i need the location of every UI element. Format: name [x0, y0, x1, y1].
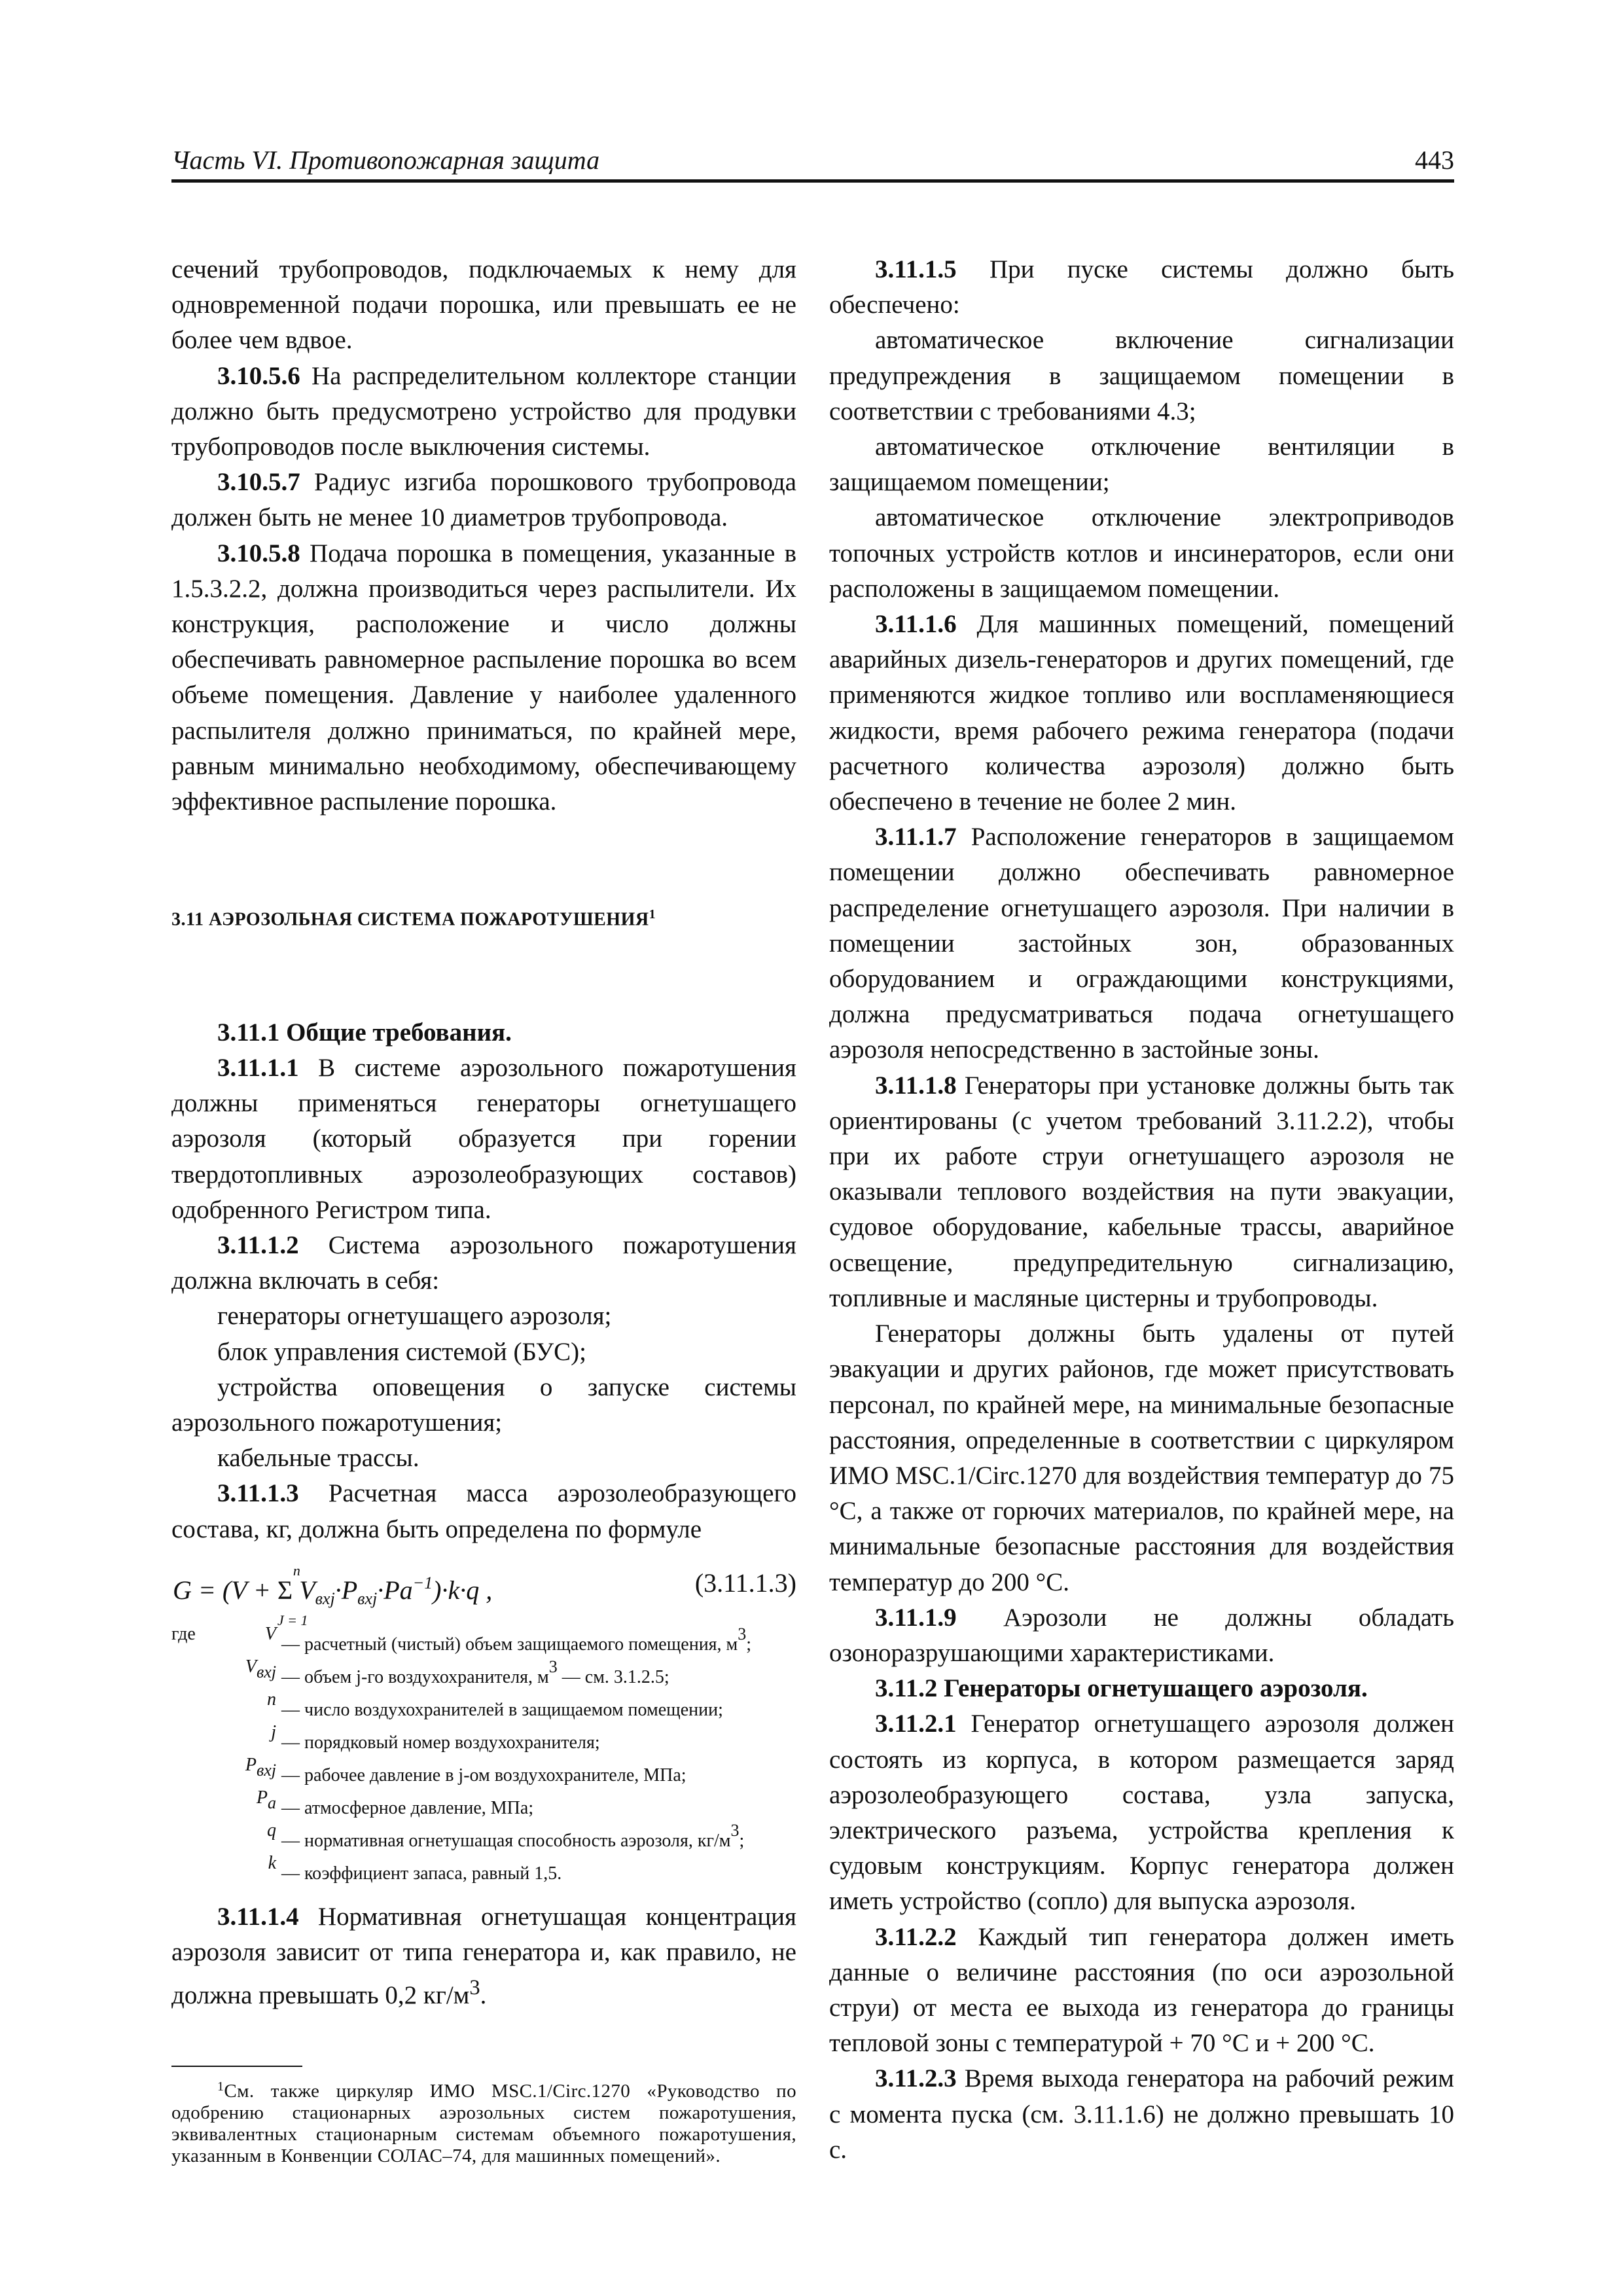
clause-number: 3.11.1.4	[217, 1902, 299, 1931]
definition: — число воздухохранителей в защищаемом помещении;	[281, 1699, 723, 1720]
clause-number: 3.10.5.8	[217, 539, 300, 567]
list-item: автоматическое отключение вентиляции в защищаемом помещении;	[829, 433, 1454, 497]
list-item: автоматическое отключение электроприводов топочных устройств котлов и инсинераторов, если они расположены в защищаемом помещении.	[829, 503, 1454, 603]
legend-lead	[171, 1689, 207, 1721]
legend-row	[171, 1820, 796, 1852]
clause-3-11-1-9	[829, 1600, 1454, 1671]
legend-text	[281, 1689, 723, 1721]
footnote	[171, 2076, 796, 2167]
clause-number: 3.11.1.8	[875, 1071, 957, 1100]
formula-legend	[171, 1623, 796, 1885]
clause-3-11-1-4: 3.11.1.4 Нормативная огнетушащая концентрация аэрозоля зависит от типа генератора и, как правило, не должна превышать 0,2 $кг/м^3$.	[171, 1902, 796, 2010]
clause-text: Расчетная масса аэрозолеобразующего состава, кг, должна быть определена по формуле	[171, 1479, 796, 1543]
legend-symbol	[207, 1689, 281, 1721]
legend-text	[281, 1852, 562, 1885]
clause-text: Генераторы при установке должны быть так ориентированы (с учетом требований 3.11.2.2), чтобы при их работе струи огнетушащего аэрозоля не оказывали теплового воздействия на пути эвакуации, судовое оборудование, кабельные трассы, аварийное освещение, предупредительную сигнализацию, топливные и масляные цистерны и трубопроводы.	[829, 1071, 1454, 1312]
section-heading	[171, 897, 796, 938]
clause-text: Система аэрозольного пожаротушения должна включать в себя:	[171, 1231, 796, 1295]
symbol: V	[245, 1656, 257, 1677]
footnote-ref: 1	[649, 907, 656, 922]
definition: — коэффициент запаса, равный 1,5.	[281, 1863, 562, 1884]
definition: — рабочее давление в j-ом воздухохранителе, МПа;	[281, 1765, 687, 1785]
equation-number: (3.11.1.3)	[694, 1568, 796, 1598]
symbol-subscript: вxj	[256, 1760, 276, 1780]
symbol: n	[267, 1689, 276, 1710]
legend-text	[281, 1656, 669, 1689]
clause-number: 3.11.2.3	[875, 2064, 957, 2093]
subsection-heading: 3.11.1 Общие требования.	[217, 1018, 512, 1047]
definition-tail: — см. 3.1.2.5;	[557, 1666, 669, 1687]
formula-expression: G = (V + Σ n J = 1 $V_{вxj}\cdot P_{вxj}\cdot Pa^{-1})\cdot k\cdot q$ ,	[173, 1562, 493, 1628]
clause-number: 3.11.1.6	[875, 610, 957, 639]
legend-lead: где	[171, 1623, 196, 1644]
clause-number: 3.11.1.2	[217, 1231, 299, 1259]
list-item: кабельные трассы.	[217, 1444, 419, 1473]
legend-text	[281, 1623, 751, 1656]
legend-symbol	[207, 1787, 281, 1820]
clause-text: При пуске системы должно быть обеспечено:	[829, 255, 1454, 319]
list-item: генераторы огнетушащего аэрозоля;	[217, 1302, 612, 1331]
clause-3-11-1-5	[829, 252, 1454, 323]
clause-3-11-1-3	[171, 1476, 796, 1547]
clause-3-11-2-2	[829, 1920, 1454, 2062]
list-item: автоматическое включение сигнализации предупреждения в защищаемом помещении в соответствии с требованиями 4.3;	[829, 326, 1454, 425]
clause-text: На распределительном коллекторе станции должно быть предусмотрено устройство для продувки трубопроводов после выключения системы.	[171, 361, 796, 461]
subsection-heading: 3.11.2 Генераторы огнетушащего аэрозоля.	[875, 1674, 1368, 1703]
definition-tail: ;	[739, 1830, 745, 1851]
legend-lead	[171, 1820, 207, 1852]
legend-text	[281, 1721, 600, 1754]
legend-row	[171, 1852, 796, 1885]
left-column	[171, 252, 796, 2167]
clause-3-11-1-7	[829, 819, 1454, 1067]
clause-number: 3.11.1.5	[875, 255, 957, 283]
clause-text: Расположение генераторов в защищаемом помещении должно обеспечивать равномерное распределение огнетушащего аэрозоля. При наличии в помещении застойных зон, образованных оборудованием и ограждающими конструкциями, должна предусматриваться подача огнетушащего аэрозоля непосредственно в застойные зоны.	[829, 823, 1454, 1064]
definition-tail: ;	[746, 1634, 752, 1655]
footnote-separator	[171, 2066, 302, 2067]
symbol: P	[256, 1787, 268, 1808]
paragraph: сечений трубопроводов, подключаемых к нему для одновременной подачи порошка, или превышать ее не более чем вдвое.	[171, 255, 796, 355]
symbol-subscript: вxj	[256, 1662, 276, 1681]
clause-3-11-2-3	[829, 2061, 1454, 2168]
formula-3-11-1-3	[171, 1551, 796, 1628]
symbol: j	[271, 1721, 276, 1742]
legend-symbol	[207, 1820, 281, 1852]
section-title: 3.11 АЭРОЗОЛЬНАЯ СИСТЕМА ПОЖАРОТУШЕНИЯ	[171, 909, 649, 930]
clause-number: 3.11.1.1	[217, 1053, 299, 1082]
legend-symbol	[207, 1623, 281, 1656]
superscript: 3	[469, 1976, 480, 2000]
right-column	[829, 252, 1454, 2168]
clause-number: 3.11.1.3	[217, 1479, 299, 1508]
symbol: k	[268, 1852, 276, 1873]
unit-superscript: 3	[548, 1657, 558, 1676]
symbol: P	[245, 1754, 257, 1775]
legend-symbol	[207, 1721, 281, 1754]
legend-lead	[171, 1656, 207, 1689]
definition: — порядковый номер воздухохранителя;	[281, 1732, 600, 1753]
legend-lead	[171, 1852, 207, 1885]
legend-symbol	[207, 1754, 281, 1787]
legend-text	[281, 1820, 744, 1852]
clause-text: Для машинных помещений, помещений аварийных дизель-генераторов и других помещений, где применяются жидкое топливо или воспламеняющиеся жидкости, время рабочего режима генератора (подачи расчетного количества аэрозоля) должно быть обеспечено в течение не более 2 мин.	[829, 610, 1454, 816]
legend-lead	[171, 1787, 207, 1820]
definition: — нормативная огнетушащая способность аэрозоля, кг/м	[281, 1830, 731, 1851]
clause-text: Генератор огнетушащего аэрозоля должен состоять из корпуса, в котором размещается заряд аэрозолеобразующего состава, узла запуска, электрического разъема, устройства крепления к судовым конструкциям. Корпус генератора должен иметь устройство (сопло) для выпуска аэрозоля.	[829, 1710, 1454, 1916]
running-header	[171, 145, 1454, 183]
clause-3-11-1-2	[171, 1228, 796, 1299]
legend-lead	[171, 1721, 207, 1754]
unit-superscript: 3	[730, 1820, 740, 1840]
paragraph: Генераторы должны быть удалены от путей эвакуации и других районов, где может присутствовать персонал, по крайней мере, на минимальные безопасные расстояния, определенные в соответствии с циркуляром ИМО MSC.1/Circ.1270 для воздействия температур до 75 °C, а также от горючих материалов, по крайней мере, на минимальные безопасные расстояния для воздействия температур до 200 °C.	[829, 1319, 1454, 1596]
header-title: Часть VI. Противопожарная защита	[171, 145, 600, 175]
definition: — атмосферное давление, МПа;	[281, 1797, 534, 1818]
clause-number: 3.10.5.6	[217, 361, 300, 390]
legend-lead	[171, 1754, 207, 1787]
clause-3-11-2-1	[829, 1706, 1454, 1919]
clause-3-10-5-8	[171, 536, 796, 820]
definition: — расчетный (чистый) объем защищаемого помещения, м	[281, 1634, 738, 1655]
clause-3-11-1-8	[829, 1068, 1454, 1316]
symbol-subscript: a	[268, 1793, 276, 1812]
legend-text	[281, 1754, 687, 1787]
clause-3-11-1-1	[171, 1050, 796, 1228]
clause-text: Аэрозоли не должны обладать озоноразрушающими характеристиками.	[829, 1603, 1454, 1667]
clause-number: 3.11.2.1	[875, 1710, 957, 1738]
symbol: q	[267, 1820, 276, 1840]
legend-row	[171, 1787, 796, 1820]
legend-symbol	[207, 1852, 281, 1885]
clause-text: Радиус изгиба порошкового трубопровода должен быть не менее 10 диаметров трубопровода.	[171, 468, 796, 532]
clause-text: Подача порошка в помещения, указанные в 1.5.3.2.2, должна производиться через распылители. Их конструкция, расположение и число должны обеспечивать равномерное распыление порошка во всем объеме помещения. Давление у наиболее удаленного распылителя должно приниматься, по крайней мере, равным минимально необходимому, обеспечивающему эффективное распыление порошка.	[171, 539, 796, 816]
page-number: 443	[1415, 145, 1454, 175]
list-item: блок управления системой (БУС);	[217, 1337, 586, 1366]
legend-row	[171, 1689, 796, 1721]
clause-number: 3.11.1.7	[875, 823, 957, 852]
clause-3-10-5-6	[171, 359, 796, 465]
clause-text: В системе аэрозольного пожаротушения должны применяться генераторы огнетушащего аэрозоля (который образуется при горении твердотопливных аэрозолеобразующих составов) одобренного Регистром типа.	[171, 1053, 796, 1224]
clause-text: Время выхода генератора на рабочий режим с момента пуска (см. 3.11.1.6) не должно превышать 10 с.	[829, 2064, 1454, 2164]
sigma-sign: Σ n J = 1	[277, 1562, 308, 1628]
clause-text: Нормативная огнетушащая концентрация аэрозоля зависит от типа генератора и, как правило, не должна превышать 0,2 кг/м	[171, 1902, 796, 2010]
clause-number: 3.11.2.2	[875, 1922, 957, 1951]
list-item: устройства оповещения о запуске системы аэрозольного пожаротушения;	[171, 1372, 796, 1437]
definition: — объем j-го воздухохранителя, м	[281, 1666, 549, 1687]
footnote-text: См. также циркуляр ИМО MSC.1/Circ.1270 «Руководство по одобрению стационарных аэрозольных систем пожаротушения, эквивалентных стационарным системам объемного пожаротушения, указанным в Конвенции СОЛАС–74, для машинных помещений».	[171, 2081, 796, 2167]
legend-row	[171, 1623, 796, 1656]
legend-text	[281, 1787, 533, 1820]
legend-row	[171, 1656, 796, 1689]
clause-3-11-1-6	[829, 607, 1454, 819]
clause-number: 3.11.1.9	[875, 1603, 957, 1632]
legend-row	[171, 1721, 796, 1754]
symbol: V	[264, 1623, 276, 1644]
clause-text: Каждый тип генератора должен иметь данные о величине расстояния (по оси аэрозольной струи) от места ее выхода из генератора до границы тепловой зоны с температурой + 70 °C и + 200 °C.	[829, 1922, 1454, 2058]
legend-row	[171, 1754, 796, 1787]
footnote-mark: 1	[217, 2079, 224, 2094]
clause-3-10-5-7	[171, 465, 796, 535]
clause-number: 3.10.5.7	[217, 468, 300, 497]
legend-symbol	[207, 1656, 281, 1689]
unit-superscript: 3	[738, 1624, 747, 1643]
